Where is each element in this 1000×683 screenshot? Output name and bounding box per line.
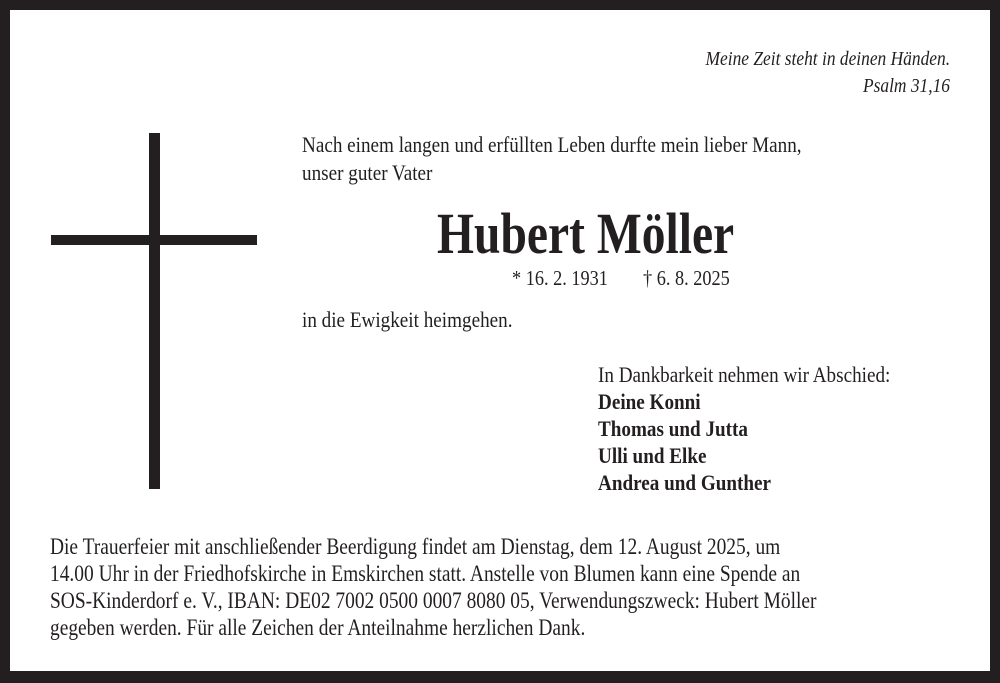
mourner-name: Deine Konni <box>598 389 701 414</box>
notice-line: gegeben werden. Für alle Zeichen der Anteilnahme herzlichen Dank. <box>50 615 586 640</box>
outro-line: in die Ewigkeit heimgehen. <box>302 307 513 332</box>
deceased-name: Hubert Möller <box>437 201 735 266</box>
notice-line: 14.00 Uhr in der Friedhofskirche in Emskirchen statt. Anstelle von Blumen kann eine Spende an <box>50 561 801 586</box>
intro-line: unser guter Vater <box>302 160 433 185</box>
birth-date: * 16. 2. 1931 <box>512 266 608 290</box>
intro-line: Nach einem langen und erfüllten Leben durfte mein lieber Mann, <box>302 132 802 157</box>
obituary-card <box>10 10 990 671</box>
notice-line: SOS-Kinderdorf e. V., IBAN: DE02 7002 0500 0007 8080 05, Verwendungszweck: Hubert Möller <box>50 588 817 613</box>
mourner-name: Ulli und Elke <box>598 443 707 468</box>
motto-quote: Meine Zeit steht in deinen Händen. <box>705 48 950 70</box>
motto-source: Psalm 31,16 <box>863 75 950 97</box>
mourner-name: Andrea und Gunther <box>598 470 772 495</box>
mourner-name: Thomas und Jutta <box>598 416 748 441</box>
mourners-heading: In Dankbarkeit nehmen wir Abschied: <box>598 362 891 387</box>
death-date: † 6. 8. 2025 <box>643 266 730 290</box>
notice-line: Die Trauerfeier mit anschließender Beerdigung findet am Dienstag, dem 12. August 2025, um <box>50 534 781 559</box>
